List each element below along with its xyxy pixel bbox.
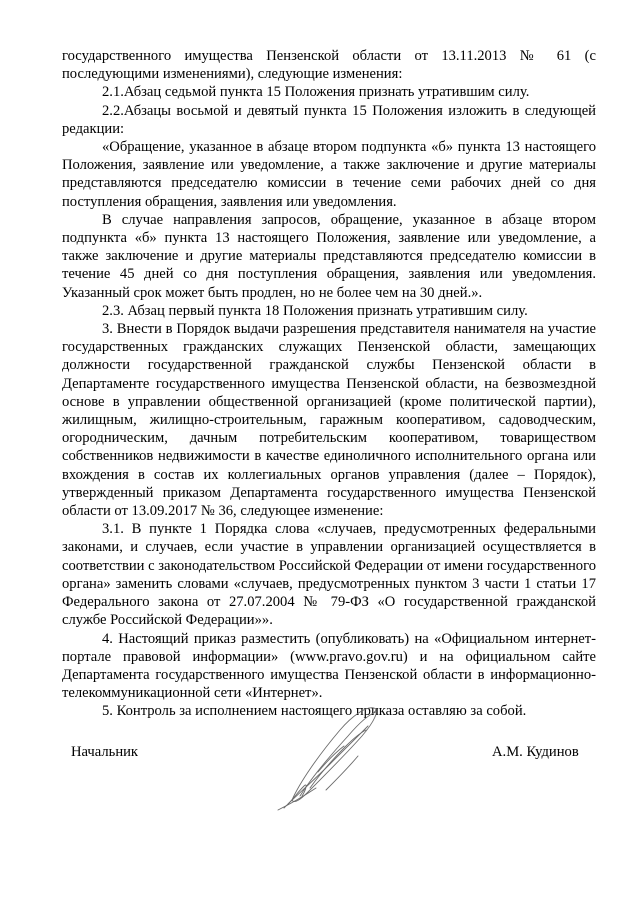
- paragraph-3: 3. Внести в Порядок выдачи разрешения представителя нанимателя на участие государственных гражданских служащих Пензенской области, замещающих должности государственной гражданской службы Пензенской области в Департаменте государственного имущества Пензенской области, на безвозмездной основе в управлении общественной организацией (кроме политической партии), жилищным, жилищно-строительным, гаражным кооперативом, садоводческим, огородническим, дачным потребительским кооперативом, товариществом собственников недвижимости в качестве единоличного исполнительного органа или вхождения в состав их коллегиальных органов управления (далее – Порядок), утвержденный приказом Департамента государственного имущества Пензенской области от 13.09.2017 № 36, следующее изменение:: [62, 321, 596, 520]
- paragraph-quote-2: В случае направления запросов, обращение, указанное в абзаце втором подпункта «б» пункта 13 настоящего Положения, заявление или уведомление, а также заключение и другие материалы представляются председателю комиссии в течение 45 дней со дня поступления обращения, заявления или уведомления. Указанный срок может быть продлен, но не более чем на 30 дней.».: [62, 211, 596, 301]
- document-body: [62, 47, 596, 721]
- paragraph-quote-1: «Обращение, указанное в абзаце втором подпункта «б» пункта 13 настоящего Положения, заявление или уведомление, а также заключение и другие материалы представляются председателю комиссии в течение семи рабочих дней со дня поступления обращения, заявления или уведомления.: [62, 139, 596, 210]
- paragraph-2-2: 2.2.Абзацы восьмой и девятый пункта 15 Положения изложить в следующей редакции:: [62, 102, 596, 137]
- paragraph-2-3: 2.3. Абзац первый пункта 18 Положения признать утратившим силу.: [102, 302, 528, 319]
- paragraph-4: 4. Настоящий приказ разместить (опубликовать) на «Официальном интернет-портале правовой информации» (www.pravo.gov.ru) и на официальном сайте Департамента государственного имущества Пензенской области в информационно-телекоммуникационной сети «Интернет».: [62, 630, 596, 702]
- paragraph-2-1: 2.1.Абзац седьмой пункта 15 Положения признать утратившим силу.: [102, 84, 530, 101]
- signatory-name: А.М. Кудинов: [492, 744, 579, 760]
- signatory-title: Начальник: [71, 744, 139, 760]
- handwritten-signature: [270, 700, 390, 812]
- paragraph-3-1: 3.1. В пункте 1 Порядка слова «случаев, предусмотренных федеральными законами, и случаев, если участие в управлении организацией осуществляется в соответствии с законодательством Российской Федерации от имени государственного органа» заменить словами «случаев, предусмотренных пунктом 3 части 1 статьи 17 Федерального закона от 27.07.2004 № 79-ФЗ «О государственной гражданской службе Российской Федерации»».: [62, 521, 596, 629]
- paragraph-5: 5. Контроль за исполнением настоящего приказа оставляю за собой.: [102, 703, 527, 720]
- paragraph-intro-continuation: государственного имущества Пензенской области от 13.11.2013 № 61 (с последующими изменениями), следующие изменения:: [62, 48, 596, 83]
